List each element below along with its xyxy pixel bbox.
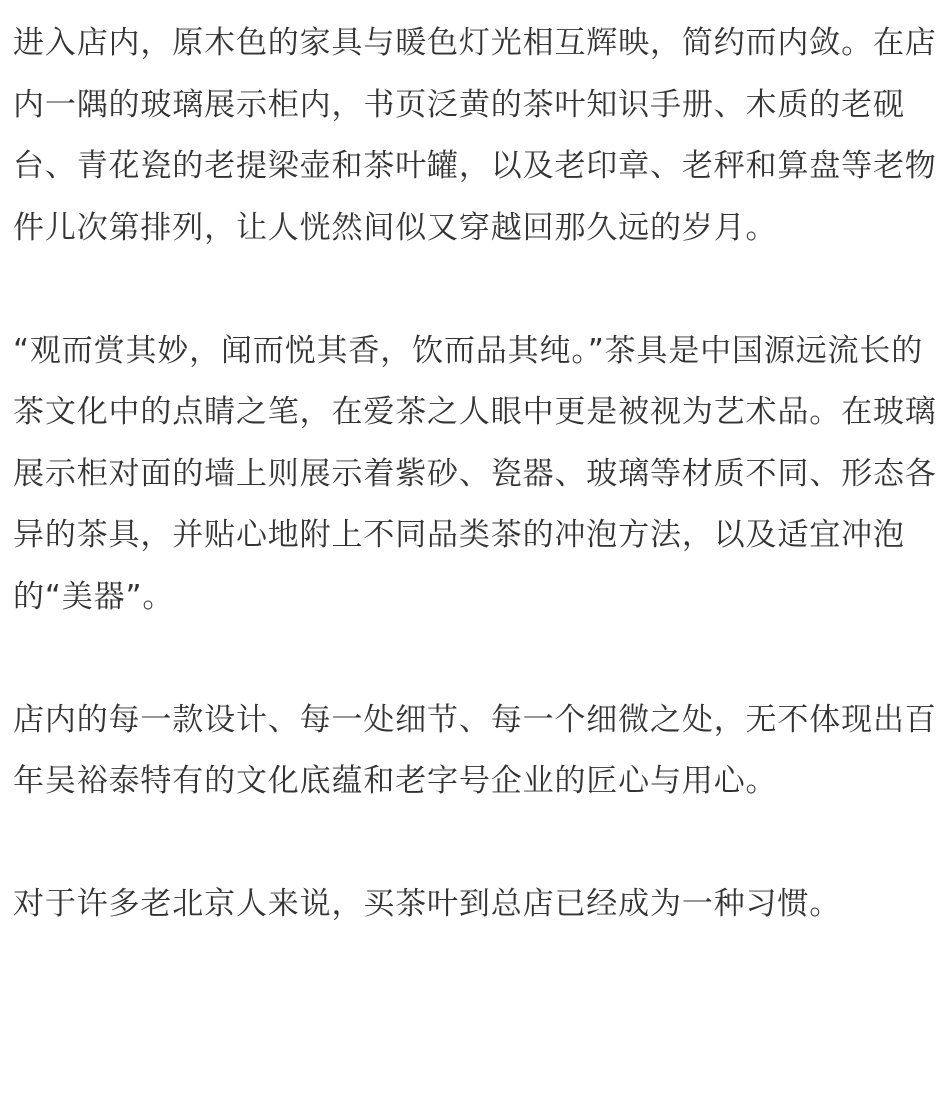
paragraph-habit: 对于许多老北京人来说，买茶叶到总店已经成为一种习惯。	[13, 886, 842, 922]
paragraph-spacer	[13, 259, 938, 321]
paragraph-craftsmanship: 店内的每一款设计、每一处细节、每一个细微之处，无不体现出百年吴裕泰特有的文化底蕴和老字号企业的匠心与用心。	[13, 701, 937, 799]
paragraph-store-interior: 进入店内，原木色的家具与暖色灯光相互辉映，简约而内敛。在店内一隅的玻璃展示柜内，书页泛黄的茶叶知识手册、木质的老砚台、青花瓷的老提梁壶和茶叶罐，以及老印章、老秤和算盘等老物件儿次第排列，让人恍然间似又穿越回那久远的岁月。	[13, 25, 937, 246]
paragraph-tea-ware: “观而赏其妙，闻而悦其香，饮而品其纯。”茶具是中国源远流长的茶文化中的点睛之笔，在爱茶之人眼中更是被视为艺术品。在玻璃展示柜对面的墙上则展示着紫砂、瓷器、玻璃等材质不同、形态各异的茶具，并贴心地附上不同品类茶的冲泡方法，以及适宜冲泡的“美器”。	[13, 332, 937, 615]
article-body	[13, 13, 938, 936]
paragraph-spacer	[13, 813, 938, 875]
paragraph-spacer	[13, 628, 938, 690]
